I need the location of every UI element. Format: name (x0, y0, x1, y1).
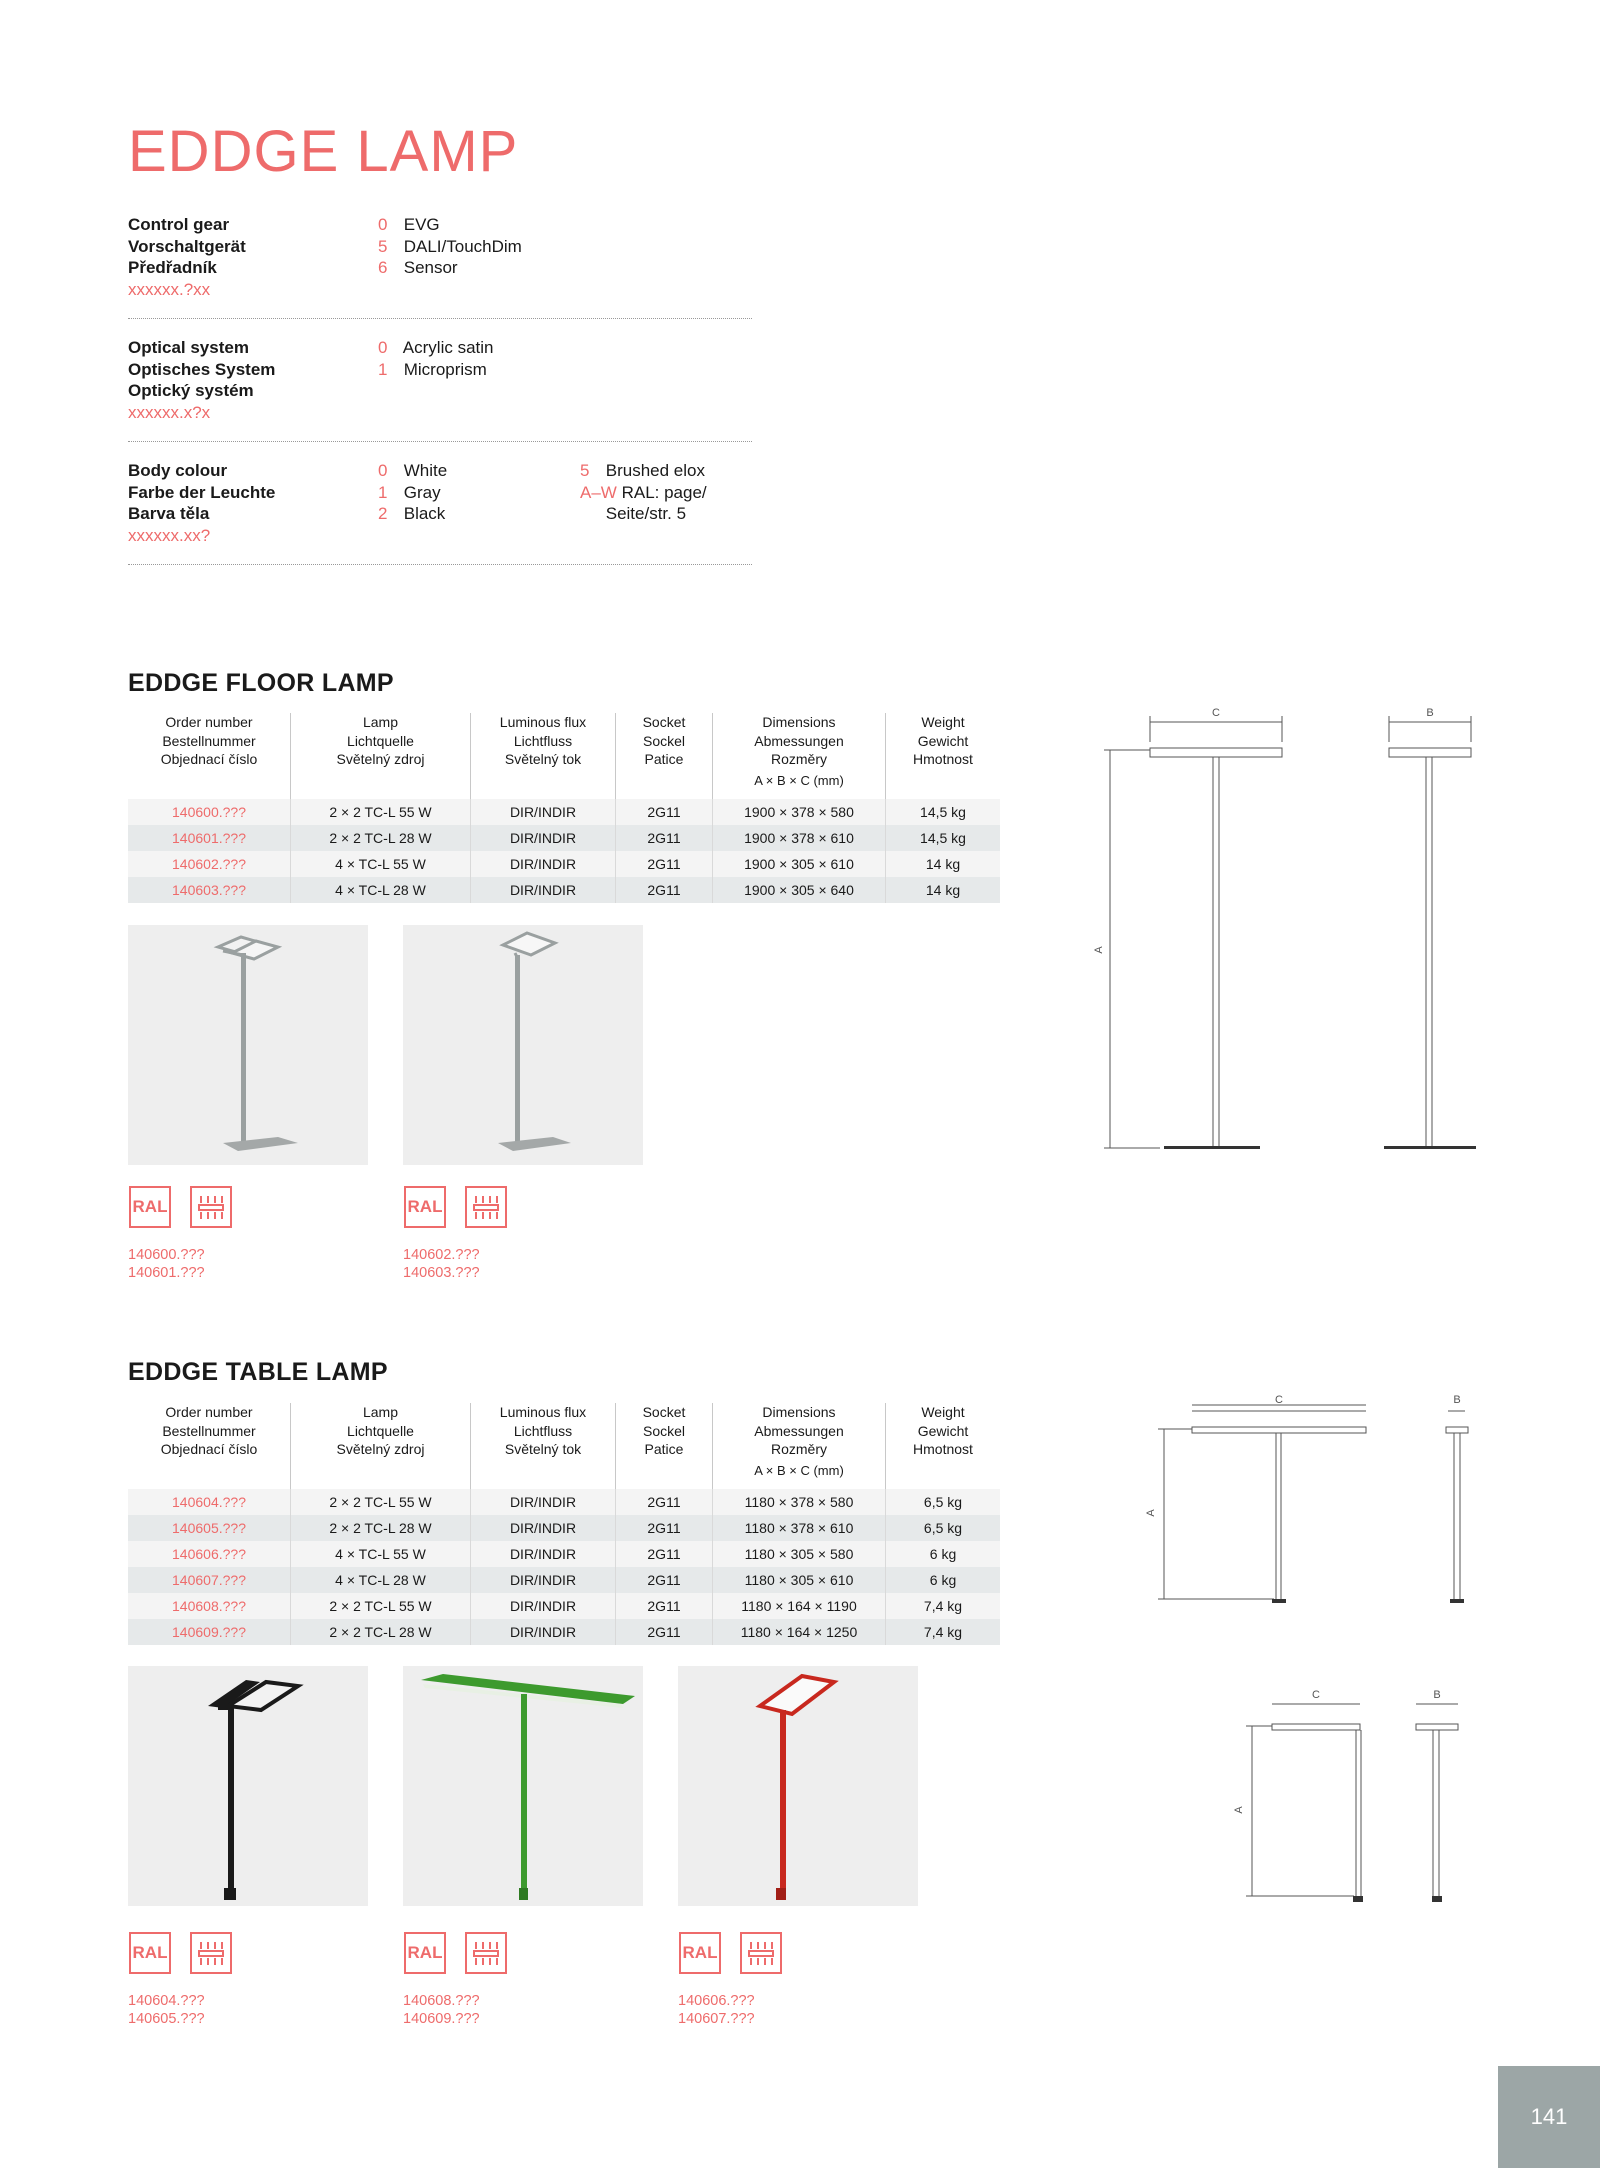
table-cell: 2G11 (616, 825, 713, 851)
floor-spec-table (128, 713, 1000, 903)
table-cell: DIR/INDIR (471, 1567, 616, 1593)
table-lamp-black-illustration (128, 1666, 368, 1906)
divider (128, 564, 752, 565)
order-number-cell: 140609.??? (128, 1619, 291, 1645)
option-labels (128, 214, 348, 300)
page-number: 141 (1498, 2066, 1600, 2168)
table-row (128, 1515, 1000, 1541)
dim-label-c: C (1212, 707, 1220, 719)
dimming-icon (465, 1932, 507, 1974)
table-cell: 2G11 (616, 1489, 713, 1515)
option-value: 5 DALI/TouchDim (378, 236, 522, 256)
th-order: Order number Bestellnummer Objednací číslo (128, 713, 291, 799)
table-cell: 1180 × 305 × 610 (713, 1567, 886, 1593)
th-dimensions: Dimensions Abmessungen Rozměry A × B × C (mm) (713, 713, 886, 799)
option-value: 2 Black (378, 504, 446, 523)
order-number-cell: 140607.??? (128, 1567, 291, 1593)
option-value: Seite/str. 5 (605, 504, 687, 523)
dim-label-a: A (1093, 946, 1105, 954)
floor-dimension-drawing (1080, 700, 1500, 1160)
order-number-cell: 140603.??? (128, 877, 291, 903)
table-cell: 2G11 (616, 877, 713, 903)
table-row (128, 1567, 1000, 1593)
dimming-icon (190, 1186, 232, 1228)
dimming-icon (740, 1932, 782, 1974)
option-labels (128, 337, 348, 423)
table-cell: 1900 × 305 × 610 (713, 851, 886, 877)
table-row (128, 1489, 1000, 1515)
order-number-cell: 140602.??? (128, 851, 291, 877)
option-label-en: Optical system (128, 338, 249, 357)
table-cell: 2 × 2 TC-L 55 W (291, 799, 471, 825)
table-cell: 14 kg (886, 851, 1001, 877)
floor-lamp-square-illustration (403, 925, 643, 1165)
ral-badge: RAL (679, 1932, 721, 1974)
option-value: 5 Brushed elox (580, 461, 705, 480)
product-codes: 140600.??? 140601.??? (128, 1247, 205, 1281)
table-cell: 7,4 kg (886, 1619, 1001, 1645)
option-values (378, 337, 578, 380)
table-cell: 1900 × 378 × 580 (713, 799, 886, 825)
table-spec-table (128, 1403, 1000, 1645)
table-row (128, 1619, 1000, 1645)
dim-label-a: A (1145, 1509, 1157, 1517)
option-value: 1 Microprism (378, 359, 487, 379)
dim-label-c: C (1312, 1689, 1320, 1701)
table-cell: DIR/INDIR (471, 851, 616, 877)
option-value: 6 Sensor (378, 258, 458, 277)
option-value: 0 White (378, 461, 448, 480)
table-cell: DIR/INDIR (471, 825, 616, 851)
table-cell: 6 kg (886, 1567, 1001, 1593)
ral-badge: RAL (404, 1186, 446, 1228)
th-weight: Weight Gewicht Hmotnost (913, 1404, 973, 1457)
th-order: Order number Bestellnummer Objednací číslo (128, 1403, 291, 1489)
th-lamp: Lamp Lichtquelle Světelný zdroj (291, 713, 471, 799)
table-row (128, 851, 1000, 877)
product-codes: 140602.??? 140603.??? (403, 1247, 480, 1281)
table-cell: DIR/INDIR (471, 1489, 616, 1515)
option-label-de: Vorschaltgerät (128, 236, 246, 256)
table-cell: DIR/INDIR (471, 1541, 616, 1567)
th-weight: Weight Gewicht Hmotnost (913, 714, 973, 767)
table-dimension-drawing-1 (1140, 1395, 1500, 1615)
th-socket: Socket Sockel Patice (616, 1403, 713, 1489)
order-number-cell: 140604.??? (128, 1489, 291, 1515)
option-label-de: Farbe der Leuchte (128, 482, 276, 502)
floor-lamp-gray-illustration (128, 925, 368, 1165)
table-cell: 14,5 kg (886, 825, 1001, 851)
table-lamp-red-illustration (678, 1666, 918, 1906)
table-cell: 4 × TC-L 55 W (291, 1541, 471, 1567)
table-row (128, 1593, 1000, 1619)
table-cell: 6,5 kg (886, 1489, 1001, 1515)
th-dimensions: Dimensions Abmessungen Rozměry A × B × C (mm) (713, 1403, 886, 1489)
option-label-cz: Předřadník (128, 258, 217, 277)
table-cell: 1180 × 305 × 580 (713, 1541, 886, 1567)
table-lamp-green-illustration (403, 1666, 643, 1906)
table-cell: 1900 × 305 × 640 (713, 877, 886, 903)
th-lamp: Lamp Lichtquelle Světelný zdroj (291, 1403, 471, 1489)
ral-badge: RAL (129, 1186, 171, 1228)
table-cell: 7,4 kg (886, 1593, 1001, 1619)
option-label-cz: Optický systém (128, 381, 254, 400)
table-cell: 6 kg (886, 1541, 1001, 1567)
option-value: 1 Gray (378, 482, 441, 502)
product-photo (678, 1666, 918, 1906)
option-body-colour (128, 460, 752, 550)
divider (128, 441, 752, 442)
table-cell: 2 × 2 TC-L 55 W (291, 1489, 471, 1515)
order-number-cell: 140601.??? (128, 825, 291, 851)
product-codes: 140606.??? 140607.??? (678, 1993, 755, 2027)
dimming-icon (465, 1186, 507, 1228)
divider (128, 318, 752, 319)
option-code: xxxxxx.x?x (128, 402, 211, 422)
dim-label-c: C (1275, 1395, 1283, 1406)
table-cell: DIR/INDIR (471, 1593, 616, 1619)
table-row (128, 799, 1000, 825)
product-photo (403, 925, 643, 1165)
table-row (128, 1541, 1000, 1567)
table-cell: 14,5 kg (886, 799, 1001, 825)
dim-label-b: B (1426, 707, 1434, 719)
option-code: xxxxxx.?xx (128, 279, 211, 299)
ral-badge: RAL (129, 1932, 171, 1974)
table-cell: 1900 × 378 × 610 (713, 825, 886, 851)
table-cell: 2 × 2 TC-L 28 W (291, 1619, 471, 1645)
table-cell: 1180 × 378 × 580 (713, 1489, 886, 1515)
table-cell: 4 × TC-L 55 W (291, 851, 471, 877)
option-label-en: Body colour (128, 461, 228, 480)
table-cell: 2G11 (616, 1515, 713, 1541)
th-socket: Socket Sockel Patice (616, 713, 713, 799)
table-cell: 2G11 (616, 1541, 713, 1567)
option-value: 0 EVG (378, 215, 440, 234)
table-cell: 2G11 (616, 799, 713, 825)
table-cell: 4 × TC-L 28 W (291, 877, 471, 903)
option-values-2 (580, 460, 780, 525)
table-cell: 14 kg (886, 877, 1001, 903)
product-photo (128, 1666, 368, 1906)
table-cell: DIR/INDIR (471, 877, 616, 903)
option-label-de: Optisches System (128, 359, 276, 379)
th-flux: Luminous flux Lichtfluss Světelný tok (471, 1403, 616, 1489)
table-cell: 2G11 (616, 851, 713, 877)
option-value: 0 Acrylic satin (378, 338, 494, 357)
order-number-cell: 140606.??? (128, 1541, 291, 1567)
option-value: A–W RAL: page/ (580, 482, 707, 502)
table-cell: 6,5 kg (886, 1515, 1001, 1541)
table-dimension-drawing-2 (1230, 1686, 1500, 1916)
product-photo (403, 1666, 643, 1906)
option-label-cz: Barva těla (128, 504, 210, 523)
dim-label-b: B (1453, 1395, 1461, 1406)
table-cell: 4 × TC-L 28 W (291, 1567, 471, 1593)
order-number-cell: 140600.??? (128, 799, 291, 825)
table-cell: 1180 × 164 × 1250 (713, 1619, 886, 1645)
option-values (378, 460, 578, 525)
table-row (128, 877, 1000, 903)
table-cell: 2 × 2 TC-L 28 W (291, 1515, 471, 1541)
option-optical-system (128, 337, 752, 427)
product-codes: 140608.??? 140609.??? (403, 1993, 480, 2027)
order-number-cell: 140608.??? (128, 1593, 291, 1619)
page-title: EDDGE LAMP (128, 119, 519, 184)
dim-label-b: B (1433, 1689, 1441, 1701)
table-cell: 2 × 2 TC-L 28 W (291, 825, 471, 851)
option-labels (128, 460, 348, 546)
table-cell: 1180 × 378 × 610 (713, 1515, 886, 1541)
ral-badge: RAL (404, 1932, 446, 1974)
table-cell: 2 × 2 TC-L 55 W (291, 1593, 471, 1619)
table-cell: 2G11 (616, 1567, 713, 1593)
product-codes: 140604.??? 140605.??? (128, 1993, 205, 2027)
floor-lamp-title: EDDGE FLOOR LAMP (128, 669, 394, 697)
table-row (128, 825, 1000, 851)
table-cell: DIR/INDIR (471, 799, 616, 825)
table-cell: DIR/INDIR (471, 1619, 616, 1645)
option-label-en: Control gear (128, 215, 230, 234)
table-lamp-title: EDDGE TABLE LAMP (128, 1358, 388, 1386)
product-photo (128, 925, 368, 1165)
dimming-icon (190, 1932, 232, 1974)
order-number-cell: 140605.??? (128, 1515, 291, 1541)
table-cell: 2G11 (616, 1593, 713, 1619)
option-code: xxxxxx.xx? (128, 525, 211, 545)
dim-label-a: A (1233, 1806, 1245, 1814)
th-flux: Luminous flux Lichtfluss Světelný tok (471, 713, 616, 799)
option-values (378, 214, 578, 279)
table-cell: 2G11 (616, 1619, 713, 1645)
table-cell: DIR/INDIR (471, 1515, 616, 1541)
option-control-gear (128, 214, 752, 304)
table-cell: 1180 × 164 × 1190 (713, 1593, 886, 1619)
